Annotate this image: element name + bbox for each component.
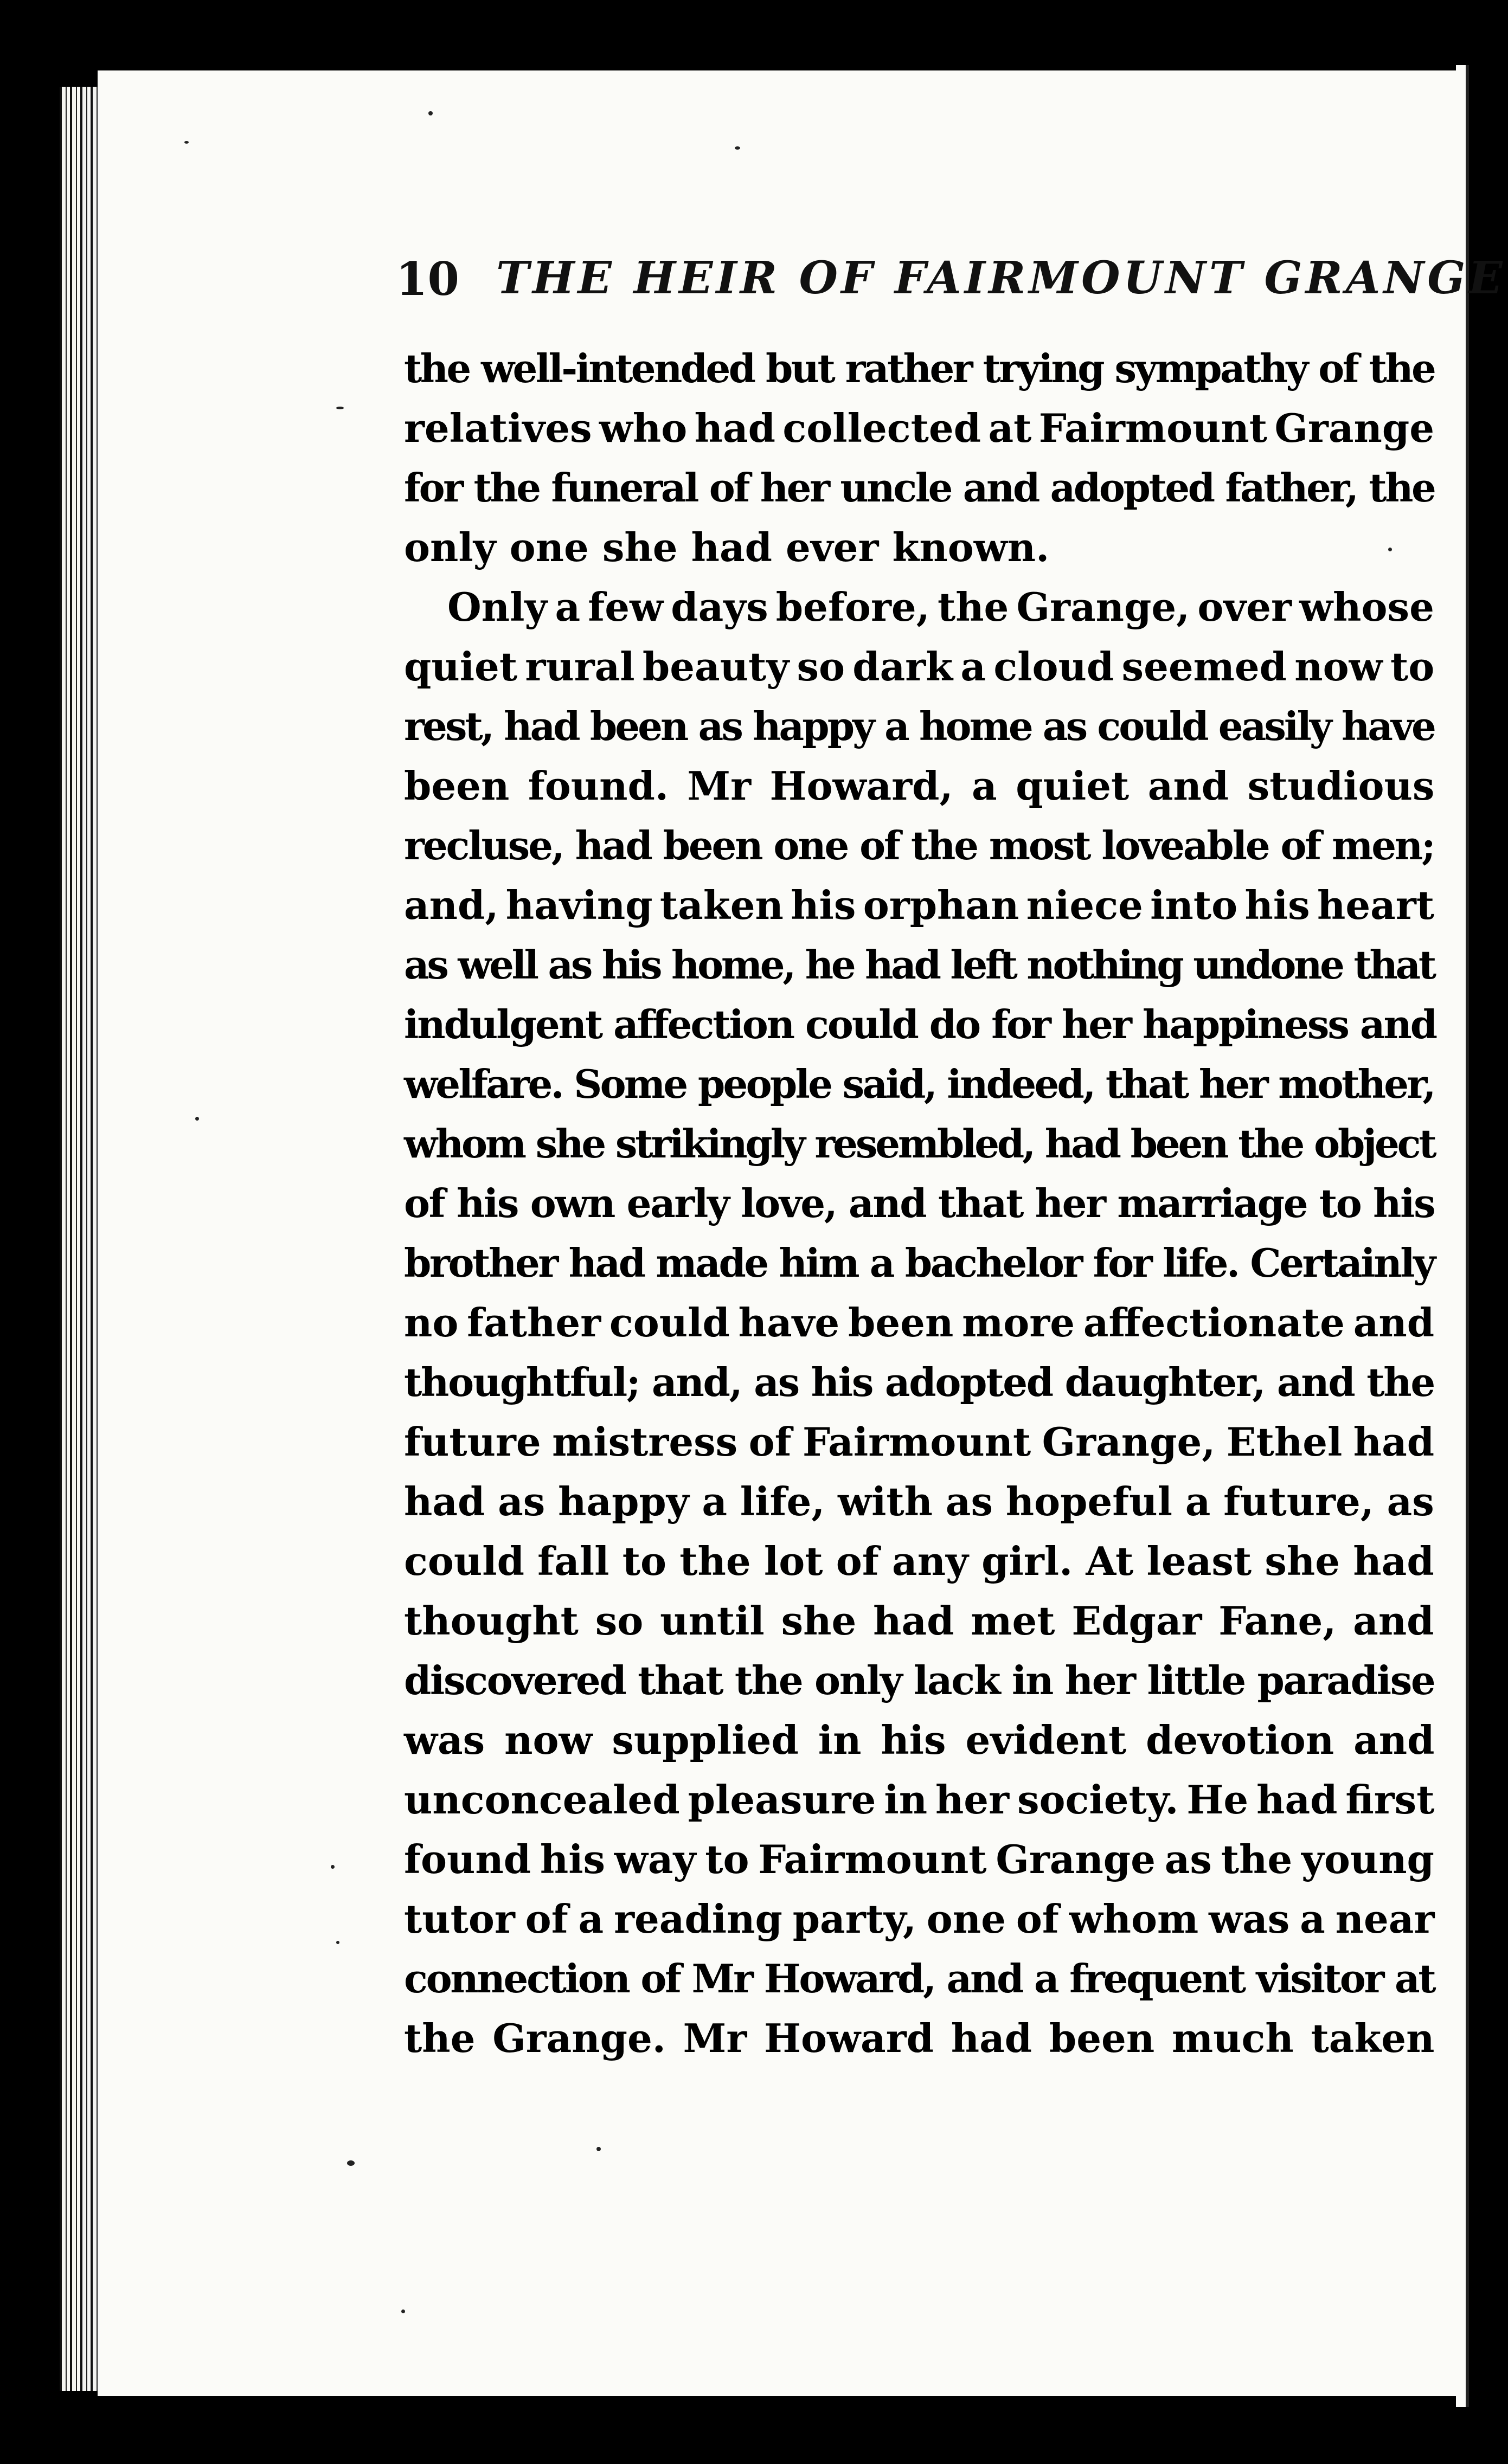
text-line: connection of Mr Howard, and a frequent visitor at	[404, 1955, 1435, 2002]
text-line: brother had made him a bachelor for life. Certainly	[404, 1240, 1434, 1286]
page-right-edge	[1456, 65, 1469, 2407]
text-line: was now supplied in his evident devotion and	[404, 1717, 1435, 1763]
paragraph-start-line: Only a few days before, the Grange, over whose	[447, 584, 1434, 630]
text-line: and, having taken his orphan niece into his heart	[404, 882, 1435, 928]
text-line: welfare. Some people said, indeed, that her mother,	[404, 1061, 1434, 1107]
text-line: found his way to Fairmount Grange as the young	[404, 1836, 1434, 1882]
text-line: relatives who had collected at Fairmount Grange	[404, 405, 1435, 451]
text-line: whom she strikingly resembled, had been the object	[404, 1121, 1435, 1167]
text-line: the well-intended but rather trying sympathy of the	[404, 345, 1435, 391]
text-line: indulgent affection could do for her happiness and	[404, 1001, 1436, 1047]
text-line: of his own early love, and that her marriage to his	[404, 1180, 1435, 1226]
text-line: had as happy a life, with as hopeful a future, as	[404, 1478, 1434, 1524]
text-line: no father could have been more affectionate and	[404, 1299, 1435, 1346]
text-line: recluse, had been one of the most loveable of men;	[404, 822, 1434, 868]
text-line: as well as his home, he had left nothing undone that	[404, 942, 1434, 988]
text-line: thought so until she had met Edgar Fane, and	[404, 1598, 1434, 1644]
book-title: THE HEIR OF FAIRMOUNT GRANGE	[496, 252, 1506, 304]
text-line: for the funeral of her uncle and adopted father, the	[404, 465, 1435, 511]
text-line: the Grange. Mr Howard had been much taken	[404, 2015, 1435, 2061]
text-line: discovered that the only lack in her little paradise	[404, 1657, 1435, 1703]
text-line: unconcealed pleasure in her society. He had first	[404, 1777, 1435, 1823]
text-line: only one she had ever known.	[404, 524, 1050, 570]
text-line: rest, had been as happy a home as could easily have	[404, 703, 1434, 749]
page-number: 10	[396, 252, 459, 306]
text-line: been found. Mr Howard, a quiet and studious	[404, 763, 1435, 809]
text-line: could fall to the lot of any girl. At least she had	[404, 1538, 1434, 1584]
text-line: quiet rural beauty so dark a cloud seemed now to	[404, 644, 1435, 690]
text-line: thoughtful; and, as his adopted daughter, and the	[404, 1359, 1434, 1405]
text-line: future mistress of Fairmount Grange, Ethel had	[404, 1419, 1435, 1465]
running-head	[396, 252, 1506, 317]
text-line: tutor of a reading party, one of whom was a near	[404, 1896, 1435, 1942]
